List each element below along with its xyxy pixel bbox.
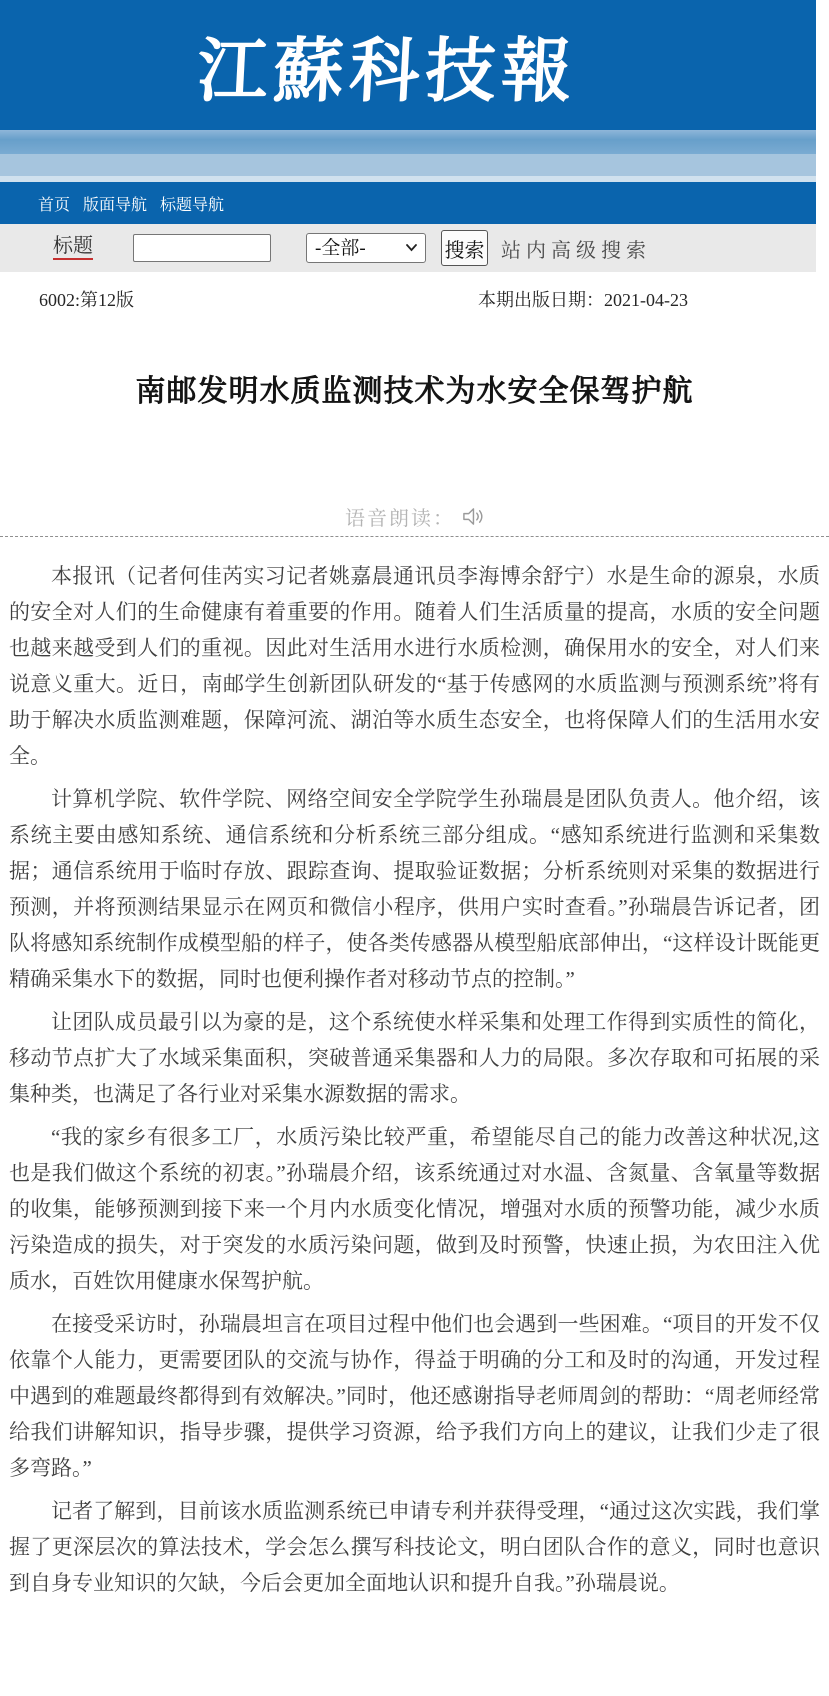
article-paragraph: 计算机学院、软件学院、网络空间安全学院学生孙瑞晨是团队负责人。他介绍，该系统主要由感知系统、通信系统和分析系统三部分组成。“感知系统进行监测和采集数据；通信系统用于临时存放、跟踪查询、提取验证数据；分析系统则对采集的数据进行预测，并将预测结果显示在网页和微信小程序，供用户实时查看。”孙瑞晨告诉记者，团队将感知系统制作成模型船的样子，使各类传感器从模型船底部伸出，“这样设计既能更精确采集水下的数据，同时也便利操作者对移动节点的控制。” <box>9 787 820 991</box>
nav-link-title-navigation[interactable]: 标题导航 <box>160 196 225 214</box>
search-input[interactable] <box>133 234 271 262</box>
issue-info-row <box>0 272 829 318</box>
dashed-divider <box>0 536 829 537</box>
search-field-tab-title[interactable]: 标题 <box>53 236 93 260</box>
category-select-wrap <box>306 233 426 263</box>
newspaper-logo: 江蘇科技報 <box>195 33 580 111</box>
nav-bar <box>0 182 816 224</box>
advanced-search-link[interactable]: 站内高级搜索 <box>501 239 651 262</box>
article-paragraph: “我的家乡有很多工厂，水质污染比较严重，希望能尽自己的能力改善这种状况,这也是我们做这个系统的初衷。”孙瑞晨介绍，该系统通过对水温、含氮量、含氧量等数据的收集，能够预测到接下来一个月内水质变化情况，增强对水质的预警功能，减少水质污染造成的损失，对于突发的水质污染问题，做到及时预警，快速止损，为农田注入优质水，百姓饮用健康水保驾护航。 <box>9 1125 820 1293</box>
nav-link-home[interactable]: 首页 <box>38 196 71 214</box>
nav-link-page-navigation[interactable]: 版面导航 <box>83 196 148 214</box>
article-paragraph: 本报讯（记者何佳芮实习记者姚嘉晨通讯员李海博余舒宁）水是生命的源泉，水质的安全对人们的生命健康有着重要的作用。随着人们生活质量的提高，水质的安全问题也越来越受到人们的重视。因此对生活用水进行水质检测，确保用水的安全，对人们来说意义重大。近日，南邮学生创新团队研发的“基于传感网的水质监测与预测系统”将有助于解决水质监测难题，保障河流、湖泊等水质生态安全，也将保障人们的生活用水安全。 <box>9 564 820 768</box>
speech-row <box>0 502 829 530</box>
article-body <box>0 558 829 1601</box>
issue-publish-date: 本期出版日期：2021-04-23 <box>478 290 688 310</box>
article-title: 南邮发明水质监测技术为水安全保驾护航 <box>135 375 694 408</box>
search-button[interactable]: 搜索 <box>441 230 488 266</box>
speaker-icon[interactable] <box>461 506 484 527</box>
issue-page-number: 6002:第12版 <box>39 290 135 310</box>
article-paragraph: 在接受采访时，孙瑞晨坦言在项目过程中他们也会遇到一些困难。“项目的开发不仅依靠个人能力，更需要团队的交流与协作，得益于明确的分工和及时的沟通，开发过程中遇到的难题最终都得到有效解决。”同时，他还感谢指导老师周剑的帮助：“周老师经常给我们讲解知识，指导步骤，提供学习资源，给予我们方向上的建议，让我们少走了很多弯路。” <box>9 1312 820 1480</box>
header-stripe-medium <box>0 130 816 154</box>
category-select[interactable] <box>306 233 426 263</box>
article-paragraph: 记者了解到，目前该水质监测系统已申请专利并获得受理，“通过这次实践，我们掌握了更深层次的算法技术，学会怎么撰写科技论文，明白团队合作的意义，同时也意识到自身专业知识的欠缺，今后会更加全面地认识和提升自我。”孙瑞晨说。 <box>9 1499 820 1595</box>
masthead <box>0 0 816 130</box>
search-bar <box>0 224 816 272</box>
article-paragraph: 让团队成员最引以为豪的是，这个系统使水样采集和处理工作得到实质性的简化，移动节点扩大了水域采集面积，突破普通采集器和人力的局限。多次存取和可拓展的采集种类，也满足了各行业对采集水源数据的需求。 <box>9 1010 820 1106</box>
header-stripe-light <box>0 154 816 176</box>
speech-reading-label: 语音朗读： <box>345 507 455 530</box>
